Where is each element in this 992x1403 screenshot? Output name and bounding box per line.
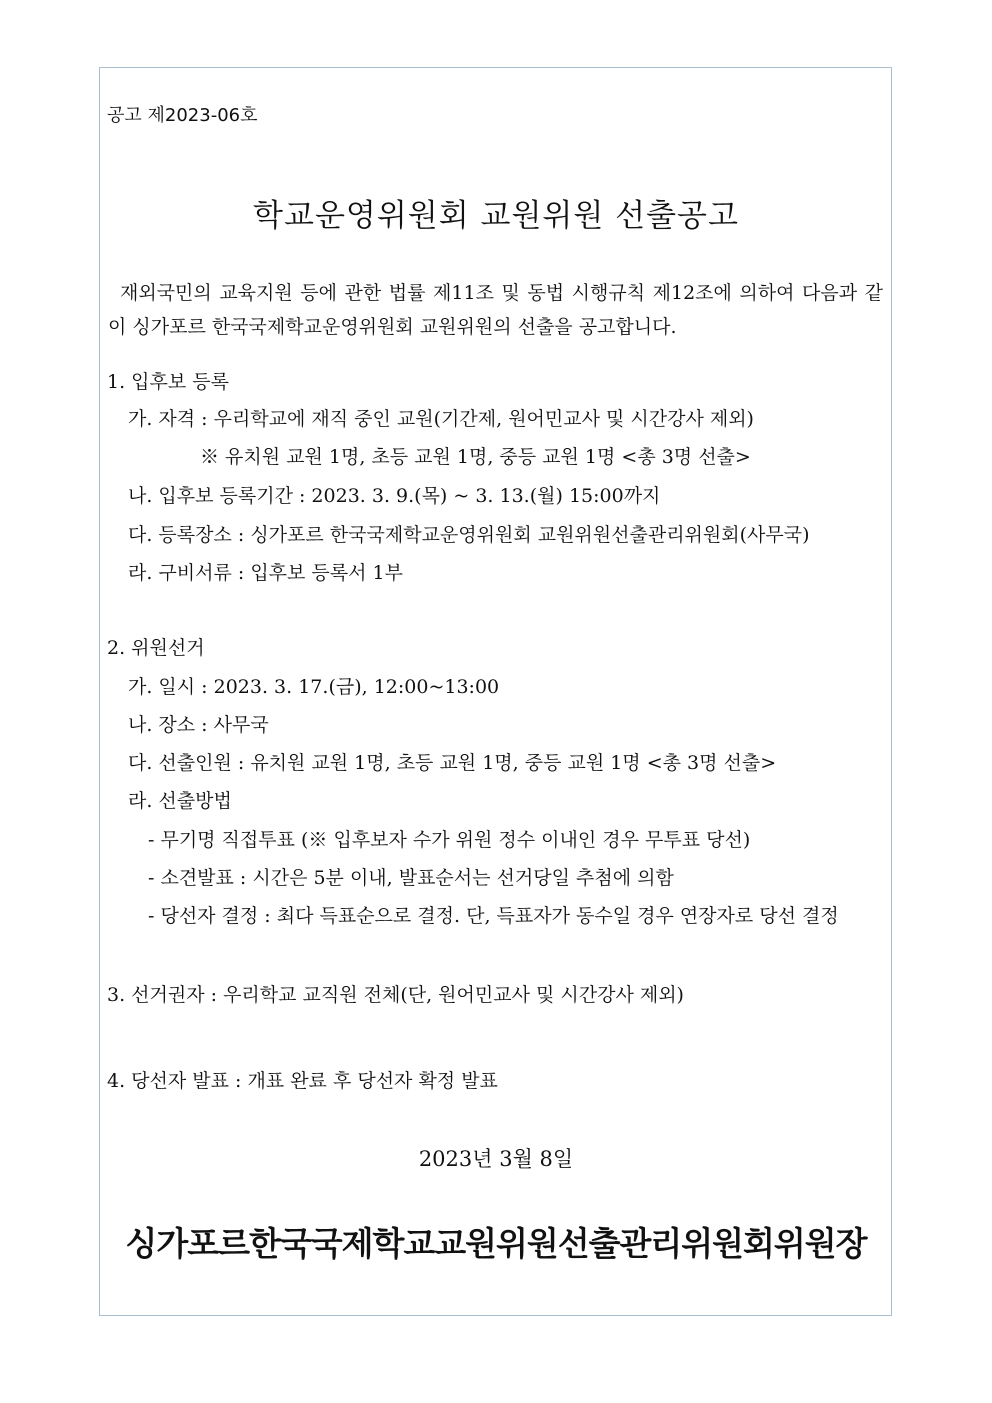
section-4-announcement: 4. 당선자 발표 : 개표 완료 후 당선자 확정 발표 — [107, 1070, 498, 1092]
method-bullet-decision: - 당선자 결정 : 최다 득표순으로 결정. 단, 득표자가 동수일 경우 연장자로 당선 결정 — [148, 905, 839, 927]
section-2-item-method: 라. 선출방법 — [128, 790, 232, 812]
section-1-heading: 1. 입후보 등록 — [107, 371, 229, 393]
section-1-note: ※ 유치원 교원 1명, 초등 교원 1명, 중등 교원 1명 <총 3명 선출> — [200, 446, 751, 468]
notice-number: 공고 제2023-06호 — [107, 105, 258, 126]
intro-paragraph: 재외국민의 교육지원 등에 관한 법률 제11조 및 동법 시행규칙 제12조에 의하여 다음과 같이 싱가포르 한국국제학교운영위원회 교원위원의 선출을 공고합니다. — [108, 282, 883, 338]
section-2-heading: 2. 위원선거 — [107, 637, 205, 659]
section-1-item-place: 다. 등록장소 : 싱가포르 한국국제학교운영위원회 교원위원선출관리위원회(사무국) — [128, 524, 810, 546]
page-title: 학교운영위원회 교원위원 선출공고 — [253, 198, 739, 234]
signer-title: 싱가포르한국국제학교교원위원선출관리위원회위원장 — [125, 1224, 867, 1263]
notice-date: 2023년 3월 8일 — [418, 1147, 574, 1171]
section-1-item-documents: 라. 구비서류 : 입후보 등록서 1부 — [128, 562, 403, 584]
method-bullet-vote: - 무기명 직접투표 (※ 입후보자 수가 위원 정수 이내인 경우 무투표 당선) — [148, 829, 751, 851]
section-2-item-datetime: 가. 일시 : 2023. 3. 17.(금), 12:00~13:00 — [128, 676, 500, 698]
section-1-item-qualification: 가. 자격 : 우리학교에 재직 중인 교원(기간제, 원어민교사 및 시간강사 제외) — [128, 408, 754, 430]
section-2-item-headcount: 다. 선출인원 : 유치원 교원 1명, 초등 교원 1명, 중등 교원 1명 <총 3명 선출> — [128, 752, 777, 774]
section-2-item-place: 나. 장소 : 사무국 — [128, 714, 269, 736]
section-1-item-period: 나. 입후보 등록기간 : 2023. 3. 9.(목) ~ 3. 13.(월) 15:00까지 — [128, 485, 661, 507]
section-3-voters: 3. 선거권자 : 우리학교 교직원 전체(단, 원어민교사 및 시간강사 제외) — [107, 984, 684, 1006]
method-bullet-speech: - 소견발표 : 시간은 5분 이내, 발표순서는 선거당일 추첨에 의함 — [148, 867, 674, 889]
